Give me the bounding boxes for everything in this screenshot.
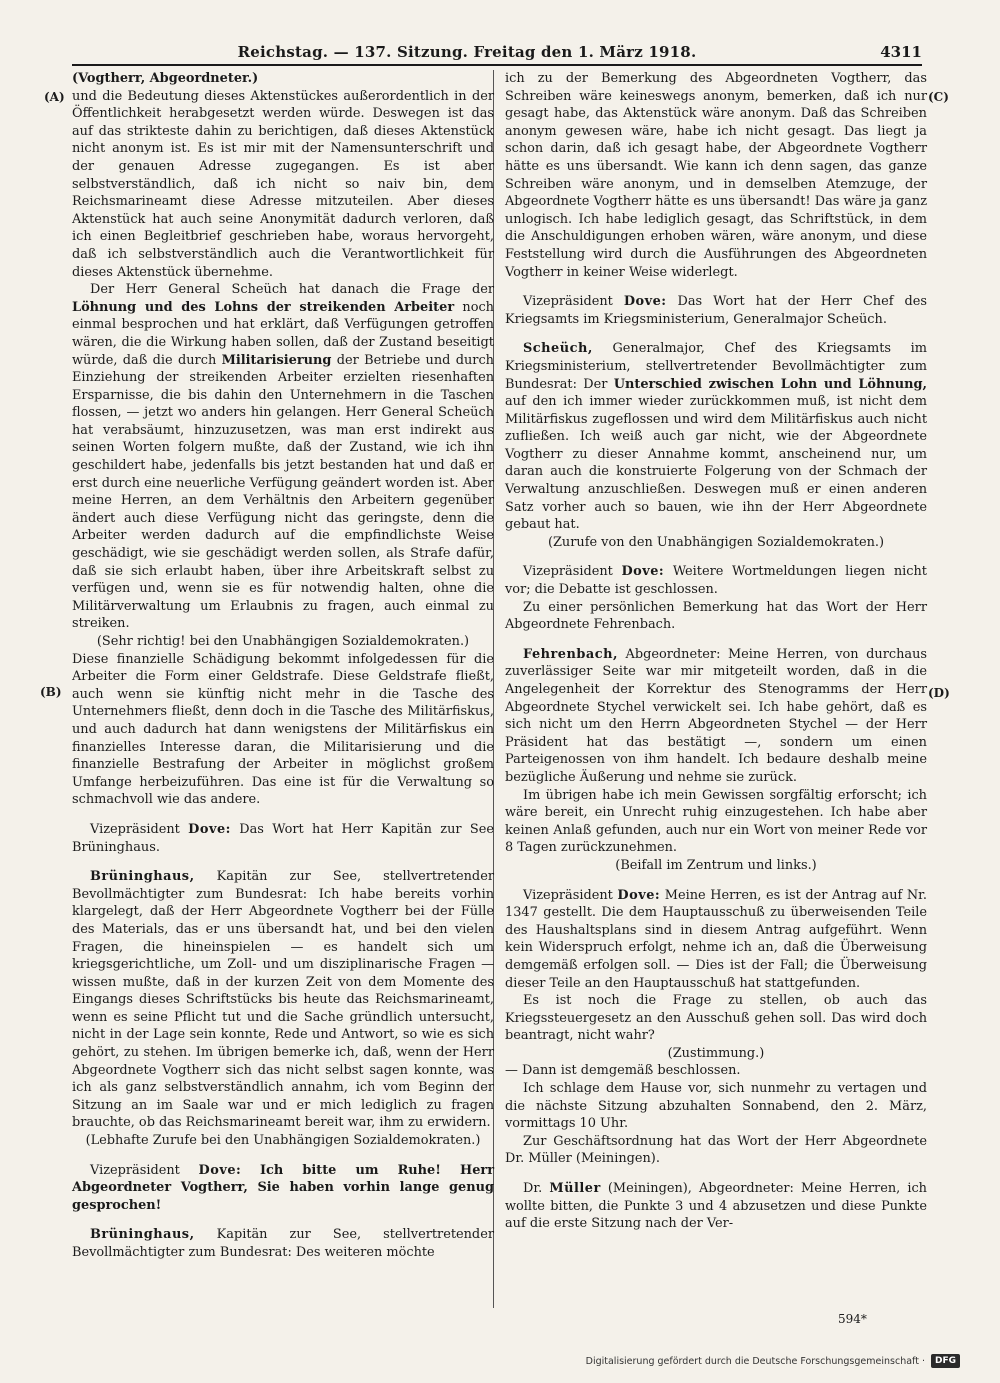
right-column [505,70,927,1233]
emphasis: Militarisierung [221,352,332,368]
speaker-name: Müller [549,1181,601,1197]
speech: Scheüch, Generalmajor, Chef des Kriegsamts im Kriegsministerium, stellvertretender Bevollmächtigter zum Bundesrat: Der Unterschied zwischen Lohn und Löhnung, auf den ich immer wieder zurückkommen muß, ist nicht dem Militärfiskus zugeflossen und wird dem Militärfiskus auch nicht zufließen. Ich weiß auch gar nicht, wie der Abgeordnete Vogtherr zu dieser Annahme kommt, anscheinend nur, um daran auch die konstruierte Folgerung von der Schmach der Verwaltung anzuschließen. Deswegen muß er einen anderen Satz vorher auch so bauen, wie ihn der Herr Abgeordnete gebaut hat. [505,341,927,533]
paragraph: Zur Geschäftsordnung hat das Wort der Herr Abgeordnete Dr. Müller (Meiningen). [505,1133,927,1167]
speaker-name: Dove: [623,294,667,310]
paragraph: ich zu der Bemerkung des Abgeordneten Vogtherr, das Schreiben wäre keineswegs anonym, bemerken, daß ich nur gesagt habe, das Aktenstück wäre anonym. Daß das Schreiben anonym gewesen wäre, habe ich nicht gesagt. Das liegt ja schon darin, daß ich gesagt habe, der Abgeordnete Vogtherr hätte es uns übersandt. Wie kann ich denn sagen, das ganze Schreiben wäre anonym, und in demselben Atemzuge, der Abgeordnete Vogtherr hätte es uns übersandt! Das wäre ja ganz unlogisch. Ich habe lediglich gesagt, das Schriftstück, in dem die Anschuldigungen erhoben wären, wäre anonym, und diese Feststellung wird durch die Ausführungen des Abgeordneten Vogtherr in keiner Weise widerlegt. [505,71,927,280]
margin-mark-a: (A) [44,90,65,104]
speaker-name: Brüninghaus, [90,869,195,885]
credit-text: Digitalisierung gefördert durch die Deutsche Forschungsgemeinschaft · [585,1355,925,1367]
margin-mark-c: (C) [928,90,949,104]
digitization-credit [580,1352,960,1370]
speech: Brüninghaus, Kapitän zur See, stellvertretender Bevollmächtigter zum Bundesrat: Des weiteren möchte [72,1227,494,1260]
paragraph: Ich schlage dem Hause vor, sich nunmehr zu vertagen und die nächste Sitzung abzuhalten Sonnabend, den 2. März, vormittags 10 Uhr. [505,1081,927,1132]
speaker-name: Fehrenbach, [523,646,618,662]
speaker-name: Dove: [617,887,661,903]
vizepraesident-statement: Vizepräsident Dove: Meine Herren, es ist der Antrag auf Nr. 1347 gestellt. Die dem Hauptausschuß zu überweisenden Teile des Haushaltsplans sind in diesem Antrag aufgeführt. Wenn kein Widerspruch erfolgt, nehme ich an, daß die Überweisung demgemäß erfolgen soll. — Dies ist der Fall; die Überweisung dieser Teile an den Hauptausschuß hat stattgefunden. [505,887,927,991]
margin-mark-d: (D) [928,686,950,700]
speaker-name: Brüninghaus, [90,1227,195,1243]
interjection: (Lebhafte Zurufe bei den Unabhängigen Sozialdemokraten.) [85,1133,481,1149]
speaker-name: Dove: [188,821,231,837]
speaker-note: (Vogtherr, Abgeordneter.) [72,71,259,86]
page-number: 4311 [880,43,922,61]
page-header [72,40,922,66]
paragraph: Zu einer persönlichen Bemerkung hat das Wort der Herr Abgeordnete Fehrenbach. [505,599,927,633]
speaker-name: Scheüch, [523,341,593,357]
paragraph: Es ist noch die Frage zu stellen, ob auch das Kriegssteuergesetz an den Ausschuß gehen soll. Das wird doch beantragt, nicht wahr? [505,993,927,1044]
speech: Dr. Müller (Meiningen), Abgeordneter: Meine Herren, ich wollte bitten, die Punkte 3 und 4 abzusetzen und diese Punkte auf die erste Sitzung nach der Ver- [505,1181,927,1232]
vizepraesident-statement: Vizepräsident Dove: Weitere Wortmeldungen liegen nicht vor; die Debatte ist geschlossen. [505,564,927,598]
paragraph: und die Bedeutung dieses Aktenstückes außerordentlich in der Öffentlichkeit herabgesetzt werden würde. Deswegen ist das auf das strikteste dahin zu berichtigen, daß dieses Aktenstück nicht anonym ist. Es ist mir mit der Namensunterschrift und der genauen Adresse zugegangen. Es ist aber selbstverständlich, daß ich nicht so naiv bin, dem Reichsmarineamt diese Adresse mitzuteilen. Aber dieses Aktenstück hat auch seine Anonymität dadurch verloren, daß ich einen Begleitbrief geschrieben habe, woraus hervorgeht, daß ich selbstverständlich auch die Verantwortlichkeit für dieses Aktenstück übernehme. [72,88,494,280]
emphasis: Unterschied zwischen Lohn und Löhnung, [613,376,927,392]
vizepraesident-statement: Vizepräsident Dove: Das Wort hat der Herr Chef des Kriegsamts im Kriegsministerium, Generalmajor Scheüch. [505,294,927,327]
dfg-logo: DFG [931,1354,960,1368]
interjection: (Sehr richtig! bei den Unabhängigen Sozialdemokraten.) [96,634,470,649]
paragraph: Der Herr General Scheüch hat danach die Frage der Löhnung und des Lohns der streikenden Arbeiter noch einmal besprochen und hat erklärt, daß Verfügungen getroffen wären, die die Wirkung haben sollen, daß der Zustand beseitigt würde, daß die durch Militarisierung der Betriebe und durch Einziehung der streikenden Arbeiter erzielten riesenhaften Ersparnisse, die bis dahin den Unternehmern in die Taschen flossen, — jetzt wo anders hin gelangen. Herr General Scheüch hat verabsäumt, hinzuzusetzen, was man erst indirekt aus seinen Worten folgern mußte, daß der Zustand, wie ich ihn geschildert habe, jedenfalls bis jetzt bestanden hat und daß er erst durch eine neuerliche Verfügung geändert worden ist. Aber meine Herren, an dem Verhältnis den Arbeitern gegenüber ändert auch diese Verfügung nicht das geringste, denn die Arbeiter werden dadurch auf die empfindlichste Weise geschädigt, wie sie geschädigt werden sollen, als Strafe dafür, daß sie sich erlaubt haben, über ihre Arbeitskraft selbst zu verfügen und, wenn sie es für notwendig halten, ohne die Militärverwaltung um Erlaubnis zu fragen, auch einmal zu streiken. [72,282,494,632]
sheet-signature: 594* [838,1312,867,1326]
left-column [72,70,494,1262]
speech: Brüninghaus, Kapitän zur See, stellvertretender Bevollmächtigter zum Bundesrat: Ich habe bereits vorhin klargelegt, daß der Herr Abgeordnete Vogtherr bei der Fülle des Materials, das er uns übersandt hat, und bei den vielen Fragen, die hineinspielen — es handelt sich um kriegsgerichtliche, um Zoll- und um disziplinarische Fragen — wissen mußte, daß in der kurzen Zeit von dem Momente des Eingangs dieses Schriftstücks bis heute das Reichsmarineamt, wenn es seine Pflicht tut und die Sache gründlich untersucht, nicht in der Lage sein konnte, Rede und Antwort, so wie es sich gehört, zu stehen. Im übrigen bemerke ich, daß, wenn der Herr Abgeordnete Vogtherr sich das nicht selbst sagen konnte, was ich als ganz selbstverständlich annahm, ich vom Beginn der Sitzung an im Saale war und er mich lediglich zu fragen brauchte, ob das Reichsmarineamt bereit war, ihm zu erwidern. [72,869,494,1131]
vizepraesident-statement: Vizepräsident Dove: Das Wort hat Herr Kapitän zur See Brüninghaus. [72,821,494,855]
paragraph: — Dann ist demgemäß beschlossen. [505,1063,741,1079]
interjection: (Beifall im Zentrum und links.) [615,857,817,873]
interjection: (Zurufe von den Unabhängigen Sozialdemokraten.) [547,534,885,550]
interjection: (Zustimmung.) [667,1045,765,1061]
speaker-name: Dove: [621,564,665,580]
speech: Fehrenbach, Abgeordneter: Meine Herren, von durchaus zuverlässiger Seite war mir mitgeteilt worden, daß in die Angelegenheit der Korrektur des Stenogramms der Herr Abgeordnete Stychel verwickelt sei. Ich habe gehört, daß es sich nicht um den Herrn Abgeordneten Stychel — der Herr Präsident hat das bestätigt —, sondern um einen Parteigenossen von ihm handelt. Ich bedaure deshalb meine bezügliche Äußerung und nehme sie zurück. [505,646,927,785]
vizepraesident-statement: Vizepräsident Dove: Ich bitte um Ruhe! Herr Abgeordneter Vogtherr, Sie haben vorhin lange genug gesprochen! [72,1162,494,1213]
header-title: Reichstag. — 137. Sitzung. Freitag den 1. März 1918. [237,43,697,61]
speaker-name: Dove: [198,1162,242,1178]
paragraph: Im übrigen habe ich mein Gewissen sorgfältig erforscht; ich wäre bereit, ein Unrecht ruhig einzugestehen. Ich habe aber keinen Anlaß gefunden, auch nur ein Wort von meiner Rede vor 8 Tagen zurückzunehmen. [505,787,927,856]
margin-mark-b: (B) [40,685,62,699]
emphasis: Löhnung und des Lohns der streikenden Arbeiter [72,299,455,315]
paragraph: Diese finanzielle Schädigung bekommt infolgedessen für die Arbeiter die Form einer Geldstrafe. Diese Geldstrafe fließt, auch wenn sie künftig nicht mehr in die Tasche des Unternehmers fließt, denn doch in die Tasche des Militärfiskus, und auch dadurch hat dann wenigstens der Militärfiskus ein finanzielles Interesse daran, die Militarisierung und die finanzielle Bestrafung der Arbeiter in möglichst großem Umfange herbeizuführen. Das eine ist für die Verwaltung so schmachvoll wie das andere. [72,651,494,808]
